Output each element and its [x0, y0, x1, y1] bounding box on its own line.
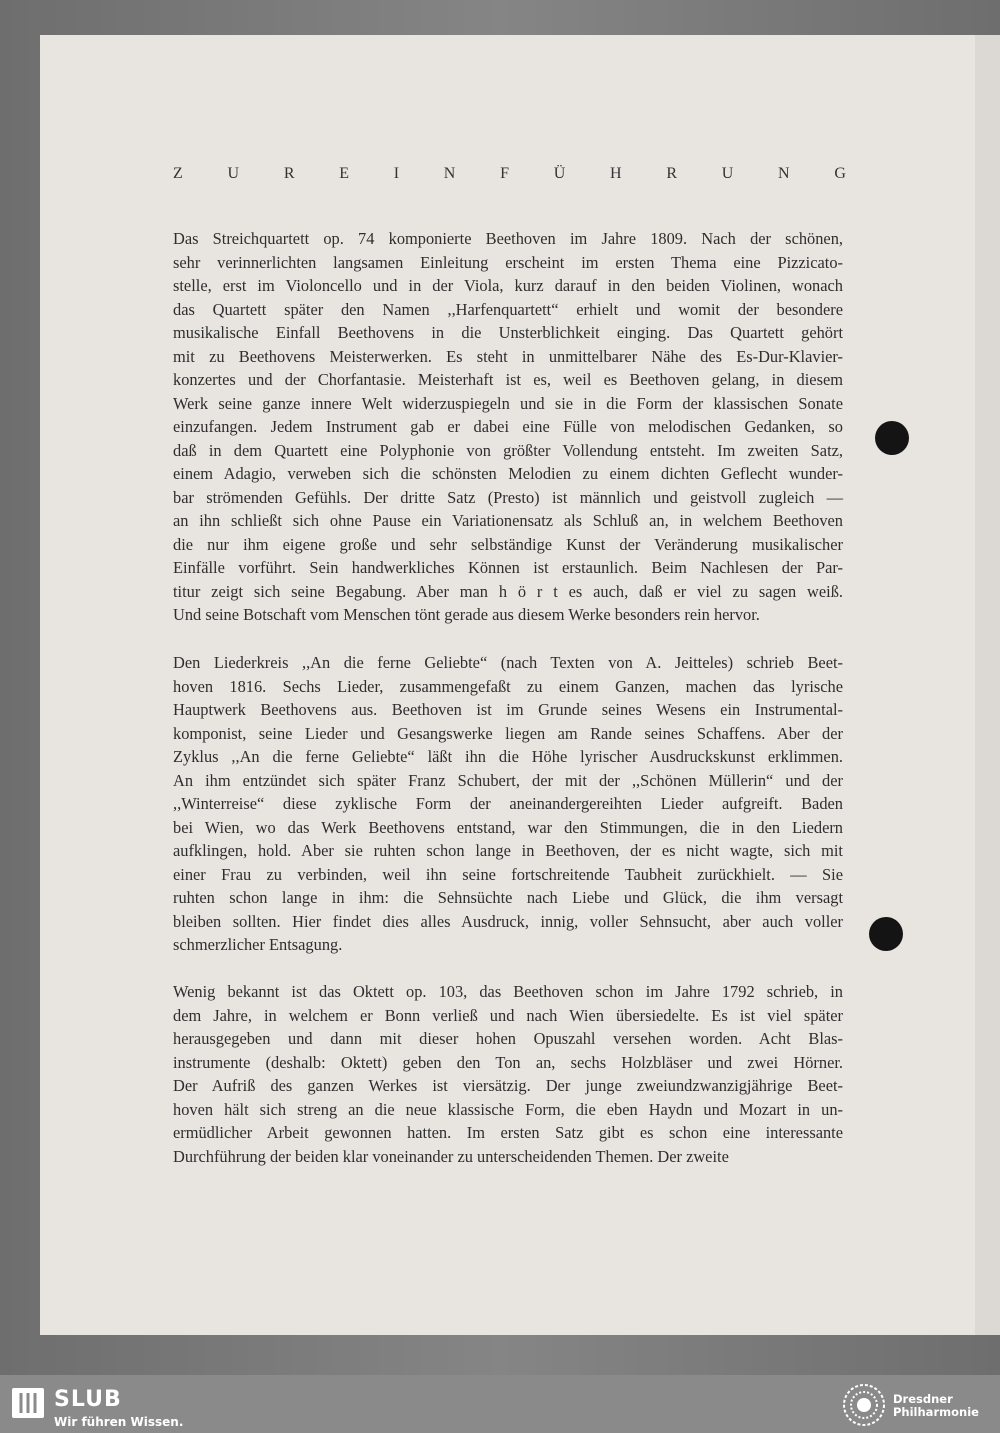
- text-line: das Quartett später den Namen ,,Harfenquartett“ erhielt und womit der besondere: [173, 299, 843, 319]
- text-line: einzufangen. Jedem Instrument gab er dabei eine Fülle von melodischen Gedanken, so: [173, 417, 843, 436]
- brand-line: Philharmonie: [893, 1405, 979, 1419]
- text-line: sehr verinnerlichten langsamen Einleitung erscheint im ersten Thema eine Pizzicato-: [173, 252, 843, 272]
- heading-letter: G: [834, 165, 846, 182]
- heading-letter: H: [610, 165, 622, 182]
- brand-line: Dresdner: [893, 1392, 953, 1406]
- slub-brand[interactable]: SLUB: [54, 1387, 122, 1412]
- text-line: ,,Winterreise“ diese zyklische Form der aneinandergereihten Lieder aufgreift. Baden: [173, 794, 843, 813]
- text-line: Wenig bekannt ist das Oktett op. 103, das Beethoven schon im Jahre 1792 schrieb, in: [173, 982, 843, 1001]
- text-line: daß in dem Quartett eine Polyphonie von größter Vollendung entsteht. Im zweiten Satz,: [173, 440, 843, 460]
- page-heading: [173, 165, 846, 183]
- heading-letter: R: [666, 165, 677, 182]
- text-line: Den Liederkreis ,,An die ferne Geliebte“ (nach Texten von A. Jeitteles) schrieb Beet-: [173, 653, 843, 672]
- text-line: titur zeigt sich seine Begabung. Aber man h ö r t es auch, daß er viel zu sagen weiß.: [173, 581, 843, 601]
- heading-letter: Ü: [553, 165, 566, 182]
- paragraph-liederkreis: [173, 651, 843, 957]
- page-edge: [975, 35, 1000, 1335]
- dresdner-philharmonie-logo-icon: [843, 1384, 885, 1426]
- heading-letter: Z: [173, 165, 183, 182]
- text-line: die nur ihm eigene große und sehr selbständige Kunst der Veränderung musikalischer: [173, 534, 843, 554]
- heading-letter: E: [339, 165, 349, 182]
- footer-bar: [0, 1375, 1000, 1433]
- text-line: komponist, seine Lieder und Gesangswerke liegen am Rande seines Schaffens. Aber der: [173, 723, 843, 743]
- text-line: aufklingen, hold. Aber sie ruhten schon lange in Beethoven, der es nicht wagte, sich mit: [173, 841, 843, 860]
- text-line: dem Jahre, in welchem er Bonn verließ und nach Wien übersiedelte. Es ist viel später: [173, 1005, 843, 1025]
- slub-logo-icon: [12, 1388, 44, 1418]
- text-line: ermüdlicher Arbeit gewonnen hatten. Im ersten Satz gibt es schon eine interessante: [173, 1123, 843, 1142]
- text-line: an ihn schließt sich ohne Pause ein Variationensatz als Schluß an, in welchem Beethoven: [173, 511, 843, 530]
- text-line: bar strömenden Gefühls. Der dritte Satz (Presto) ist männlich und geistvoll zugleich —: [173, 487, 843, 507]
- text-line: hoven hält sich streng an die neue klassische Form, die eben Haydn und Mozart in un-: [173, 1099, 843, 1119]
- text-line: Einfälle vorführt. Sein handwerkliches Können ist erstaunlich. Beim Nachlesen der Par-: [173, 558, 843, 577]
- paragraph-octet: [173, 980, 843, 1168]
- text-line: Hauptwerk Beethovens aus. Beethoven ist im Grunde seines Wesens ein Instrumental-: [173, 700, 843, 719]
- text-line: Das Streichquartett op. 74 komponierte Beethoven im Jahre 1809. Nach der schönen,: [173, 229, 843, 248]
- heading-letter: N: [778, 165, 790, 182]
- text-line: An ihm entzündet sich später Franz Schubert, der mit der ,,Schönen Müllerin“ und der: [173, 770, 843, 790]
- text-line: einem Adagio, verweben sich die schönsten Melodien zu einem dichten Geflecht wunder-: [173, 464, 843, 483]
- punch-hole: [869, 917, 903, 951]
- heading-letter: I: [393, 165, 400, 182]
- text-line: Und seine Botschaft vom Menschen tönt gerade aus diesem Werke besonders rein hervor.: [173, 605, 760, 624]
- text-line: bleiben sollten. Hier findet dies alles Ausdruck, innig, voller Sehnsucht, aber auch voller: [173, 911, 843, 931]
- text-line: instrumente (deshalb: Oktett) geben den Ton an, sechs Holzbläser und zwei Hörner.: [173, 1052, 843, 1072]
- text-line: mit zu Beethovens Meisterwerken. Es steht in unmittelbarer Nähe des Es-Dur-Klavier-: [173, 346, 843, 366]
- text-line: herausgegeben und dann mit dieser hohen Opuszahl versehen worden. Acht Blas-: [173, 1029, 843, 1048]
- text-line: hoven 1816. Sechs Lieder, zusammengefaßt zu einem Ganzen, machen das lyrische: [173, 676, 843, 696]
- text-line: Der Aufriß des ganzen Werkes ist viersätzig. Der junge zweiundzwanzigjährige Beet-: [173, 1076, 843, 1095]
- dresdner-philharmonie-brand[interactable]: [893, 1393, 979, 1419]
- text-line: Zyklus ,,An die ferne Geliebte“ läßt ihn die Höhe lyrischer Ausdruckskunst erklimmen.: [173, 747, 843, 766]
- text-line: Durchführung der beiden klar voneinander zu unterscheidenden Themen. Der zweite: [173, 1146, 729, 1166]
- heading-letter: U: [227, 165, 240, 182]
- text-line: Werk seine ganze innere Welt widerzuspiegeln und sie in die Form der klassischen Sonate: [173, 393, 843, 413]
- text-line: musikalische Einfall Beethovens in die Unsterblichkeit einging. Das Quartett gehört: [173, 323, 843, 342]
- heading-letter: U: [721, 165, 734, 182]
- text-line: bei Wien, wo das Werk Beethovens entstand, war den Stimmungen, die in den Liedern: [173, 817, 843, 837]
- punch-hole: [875, 421, 909, 455]
- text-line: stelle, erst im Violoncello und in der Viola, kurz darauf in den beiden Violinen, wonach: [173, 276, 843, 295]
- text-line: ruhten schon lange in ihm: die Sehnsüchte nach Liebe und Glück, die ihm versagt: [173, 888, 843, 907]
- text-line: konzertes und der Chorfantasie. Meisterhaft ist es, weil es Beethoven gelang, in diesem: [173, 370, 843, 389]
- heading-letter: R: [283, 165, 295, 182]
- text-line: einer Frau zu verbinden, weil ihn seine fortschreitende Taubheit zurückhielt. — Sie: [173, 864, 843, 884]
- slub-tagline: Wir führen Wissen.: [54, 1415, 184, 1429]
- text-line: schmerzlicher Entsagung.: [173, 935, 343, 954]
- heading-letter: F: [500, 165, 509, 182]
- paragraph-quartet: [173, 227, 843, 627]
- heading-letter: N: [443, 165, 456, 182]
